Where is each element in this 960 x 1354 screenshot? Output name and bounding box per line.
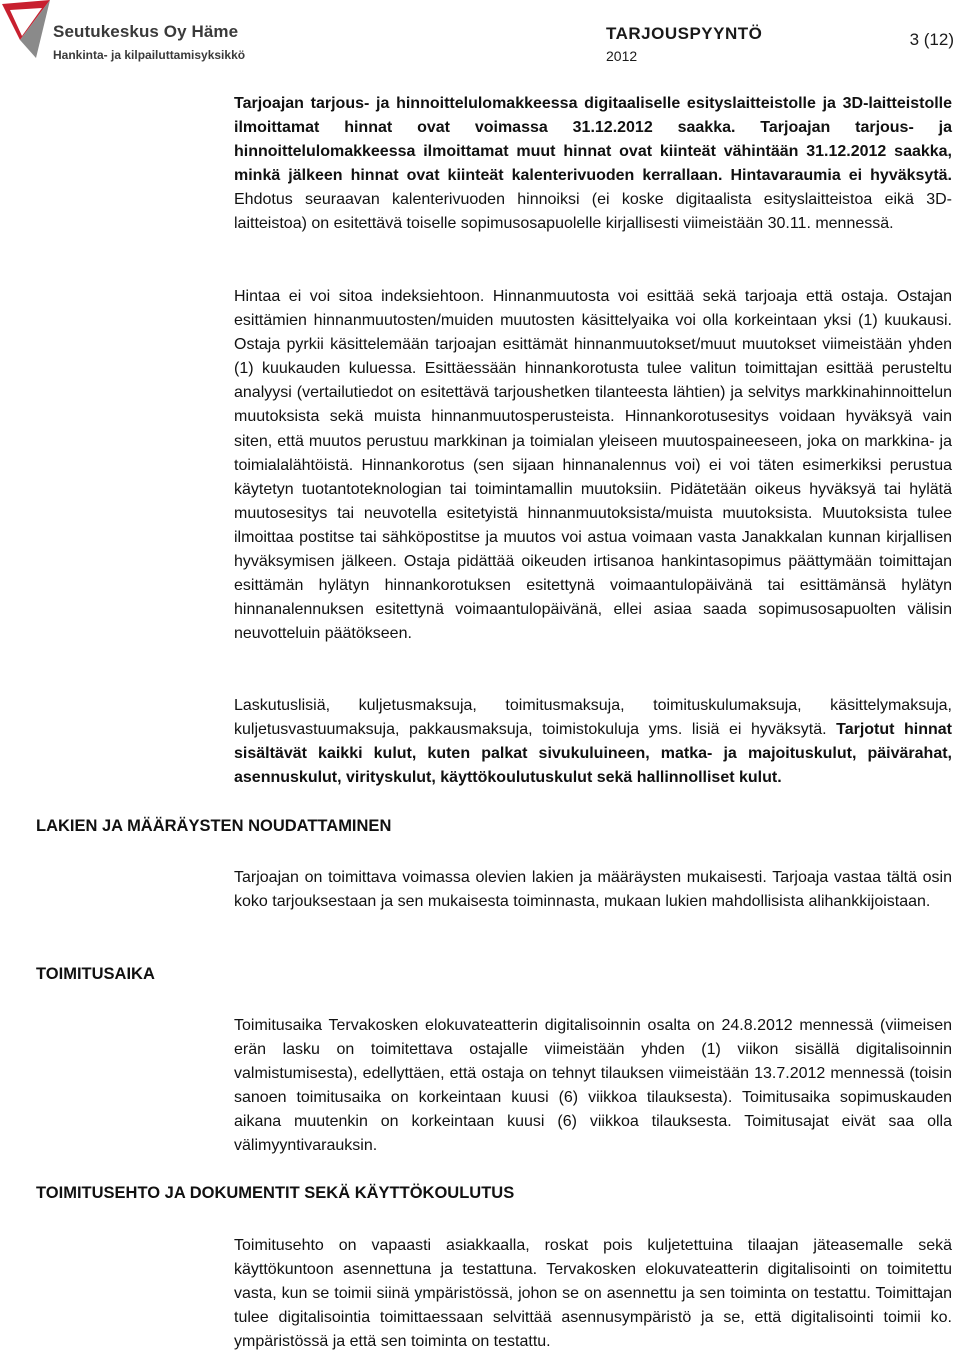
company-name: Seutukeskus Oy Häme xyxy=(53,22,239,41)
surcharges-bold: Tarjotut hinnat sisältävät kaikki kulut, kuten palkat sivukuluineen, matka- ja majoituskulut, päivärahat, asennuskulut, virityskulut, käyttökoulutuskulut sekä hallinnolliset kulut. xyxy=(234,721,952,787)
paragraph-price-changes: Hintaa ei voi sitoa indeksiehtoon. Hinnanmuutosta voi esittää sekä tarjoaja että ostaja. Ostajan esittämien hinnanmuutosten/muiden muutosten käsittelyaika voi olla korkeintaan yksi (1) kuukausi. Ostaja pyrkii käsittelemään tarjoajan esittämät hinnanmuutokset/muut muutokset viimeistään yhden (1) kuukauden kuluessa. Esittäessään hinnankorotusta tulee valitun toimittajan esittää perusteltu analyysi (vertailutiedot on esitettävä tarjoushetken tilanteesta lähtien) ja selvitys markkinahinnoittelun muutoksista sekä muista hinnanmuutosperusteista. Hinnankorotusesitys voidaan hyväksyä vain siten, että muutos perustuu markkinan ja toimialan yleiseen muutospaineeseen, joka on markkina- ja toimialalähtöistä. Hinnankorotus (sen sijaan hinnanalennus voi) ei voi täten esimerkiksi perustua käytetyn tuotantoteknologian tai toimintamallin muutoksiin. Pidätetään oikeus hyväksyä tai hylätä muutosesitys tai neuvotella esitetyistä hinnanmuutoksista/muista muutoksista. Muutoksista tulee ilmoittaa postitse tai sähköpostitse ja muutos voi astua voimaan vasta Janakkalan kunnan kirjallisen hyväksymisen jälkeen. Ostaja pidättää oikeuden irtisanoa hankintasopimus päättymään toimittajan esittämän hylätyn hinnankorotuksen esitettynä voimaantulopäivänä tai esittämänsä hylätyn hinnanalennuksen esitettynä voimaantulopäivänä, ellei asiaa saada sopimusosapuolten välisin neuvotteluin päätökseen. xyxy=(234,288,952,643)
section-heading-delivery-terms: TOIMITUSEHTO JA DOKUMENTIT SEKÄ KÄYTTÖKOULUTUS xyxy=(36,1184,515,1202)
document-year: 2012 xyxy=(606,48,638,64)
price-validity-text: Ehdotus seuraavan kalenterivuoden hinnoiksi (ei koske digitaalista esityslaitteistoa eikä 3D-laitteistoa) on esitettävä toiselle sopimusosapuolelle kirjallisesti viimeistään 30.11. mennessä. xyxy=(234,191,952,233)
document-title: TARJOUSPYYNTÖ xyxy=(606,24,763,43)
section-heading-laws: LAKIEN JA MÄÄRÄYSTEN NOUDATTAMINEN xyxy=(36,817,392,835)
page-number: 3 (12) xyxy=(909,30,954,49)
company-subtitle: Hankinta- ja kilpailuttamisyksikkö xyxy=(53,48,246,62)
paragraph-delivery-terms: Toimitusehto on vapaasti asiakkaalla, roskat pois kuljetettuina tilaajan jäteasemalle sekä käyttökuntoon asennettuna ja testattuna. Tervakosken elokuvateatterin digitalisointi on toimitettu vasta, kun se toimii siinä ympäristössä, johon se on asennettu ja sen toiminta on testattu. Toimittajan tulee digitalisointia toimittaessaan selvittää asennusympäristö ja se, että digitalisointi toimii ko. ympäristössä ja että sen toiminta on testattu. xyxy=(234,1237,952,1351)
paragraph-surcharges xyxy=(234,694,952,790)
company-logo xyxy=(0,0,52,62)
paragraph-price-validity xyxy=(234,92,952,237)
paragraph-delivery-time: Toimitusaika Tervakosken elokuvateatterin digitalisoinnin osalta on 24.8.2012 mennessä (viimeisen erän lasku on toimitettava ostajalle viimeistään yhden (1) viikon sisällä digitalisoinnin valmistumisesta), edellyttäen, että ostaja on tehnyt tilauksen viimeistään 13.7.2012 mennessä (toisin sanoen toimitusaika on korkeintaan kuusi (6) viikkoa tilauksesta). Toimitusaika sopimuskauden aikana muutenkin on korkeintaan kuusi (6) viikkoa tilauksesta. Toimitusajat eivät saa olla välimyyntivarauksin. xyxy=(234,1017,952,1155)
page-header xyxy=(0,0,960,80)
paragraph-laws: Tarjoajan on toimittava voimassa olevien lakien ja määräysten mukaisesti. Tarjoaja vastaa tältä osin koko tarjouksestaan ja sen mukaisesta toiminnasta, mukaan lukien mahdollisista alihankkijoistaan. xyxy=(234,869,952,911)
price-validity-bold: Tarjoajan tarjous- ja hinnoittelulomakkeessa digitaaliselle esityslaitteistolle ja 3D-laitteistolle ilmoittamat hinnat ovat voimassa 31.12.2012 saakka. Tarjoajan tarjous- ja hinnoittelulomakkeessa ilmoittamat muut hinnat ovat kiinteät vähintään 31.12.2012 saakka, minkä jälkeen hinnat ovat kiinteät kalenterivuoden kerrallaan. Hintavaraumia ei hyväksytä. xyxy=(234,95,952,185)
surcharges-text: Laskutuslisiä, kuljetusmaksuja, toimitusmaksuja, toimituskulumaksuja, käsittelymaksuja, kuljetusvastuumaksuja, pakkausmaksuja, toimistokuluja yms. lisiä ei hyväksytä. xyxy=(234,697,952,739)
section-heading-delivery-time: TOIMITUSAIKA xyxy=(36,965,155,983)
